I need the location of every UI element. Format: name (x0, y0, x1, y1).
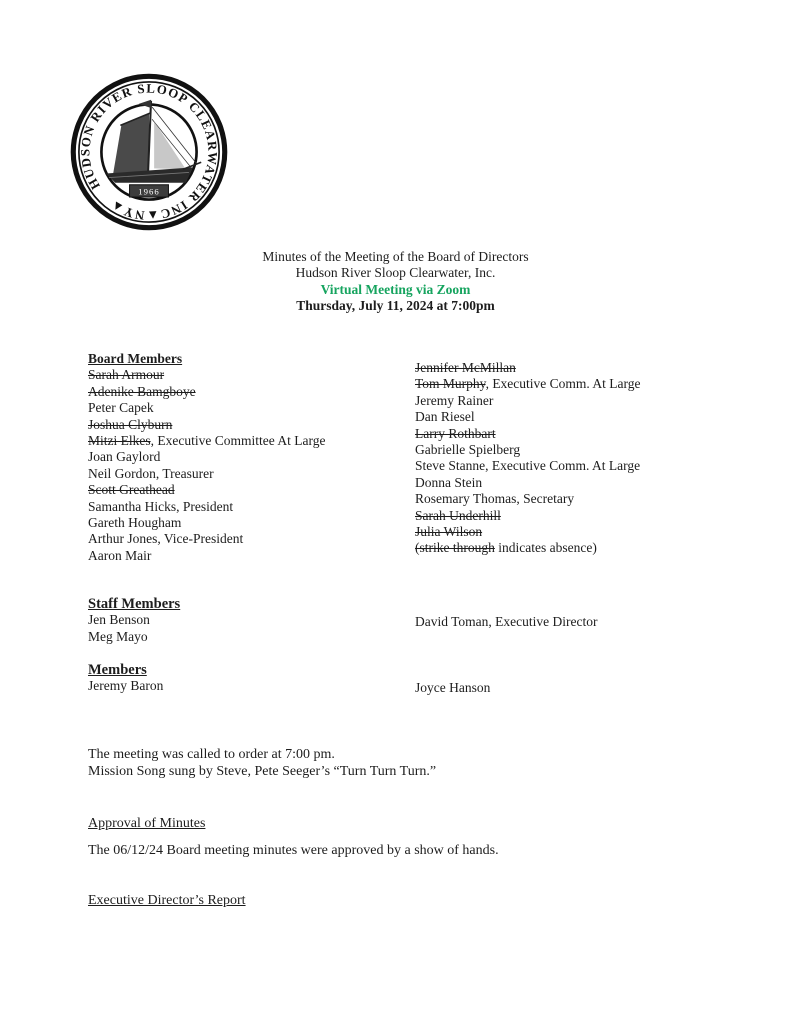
member-name-text: Gareth Hougham (88, 515, 182, 531)
member-name-text: Jeremy Rainer (415, 392, 494, 408)
title-line-minutes: Minutes of the Meeting of the Board of Directors (262, 249, 529, 264)
board-right-column (415, 360, 715, 557)
members-right-rows (415, 680, 715, 696)
executive-directors-report-heading: Executive Director’s Report (88, 893, 246, 908)
member-row (415, 426, 715, 442)
member-name-text: Joan Gaylord (88, 449, 161, 465)
members-heading: Members (88, 662, 147, 678)
seal-year-banner (130, 185, 169, 197)
member-row (415, 393, 715, 409)
absent-member-name: Larry Rothbart (415, 425, 496, 441)
member-row (415, 360, 715, 376)
member-name-text: indicates absence) (494, 540, 597, 556)
title-line-datetime: Thursday, July 11, 2024 at 7:00pm (296, 297, 495, 313)
title-line-virtual-zoom: Virtual Meeting via Zoom (320, 281, 471, 297)
member-name-text: Dan Riesel (415, 409, 475, 425)
board-members-section (88, 351, 718, 564)
member-row (415, 508, 715, 524)
member-name-text: Arthur Jones, Vice-President (88, 531, 244, 547)
member-name-text: Aaron Mair (88, 547, 152, 563)
member-row (415, 540, 715, 556)
member-row: Meg Mayo (88, 628, 148, 644)
member-row (415, 458, 715, 474)
staff-right-column (415, 614, 715, 630)
member-name-text: Samantha Hicks, President (88, 498, 234, 514)
member-row: David Toman, Executive Director (415, 614, 598, 629)
member-row (415, 475, 715, 491)
staff-right-rows (415, 614, 715, 630)
member-row: Jeremy Baron (88, 678, 164, 694)
board-right-rows (415, 360, 715, 557)
member-name-text: , Executive Comm. At Large (485, 376, 641, 392)
member-name-text: Neil Gordon, Treasurer (88, 465, 214, 481)
member-row: Joyce Hanson (415, 680, 491, 695)
document-title-block (0, 249, 791, 314)
seal-year-text: 1966 (138, 186, 160, 197)
approval-of-minutes-text: The 06/12/24 Board meeting minutes were approved by a show of hands. (88, 843, 499, 858)
sloop-boat-icon (106, 100, 201, 183)
staff-members-section (88, 596, 718, 645)
member-row (415, 491, 715, 507)
member-row (415, 524, 715, 540)
absent-member-name: Julia Wilson (415, 524, 483, 540)
approval-of-minutes-heading: Approval of Minutes (88, 816, 206, 831)
absent-member-name: Tom Murphy (415, 376, 486, 392)
member-name-text: Gabrielle Spielberg (415, 442, 521, 458)
staff-members-heading: Staff Members (88, 596, 181, 612)
member-row (415, 376, 715, 392)
members-right-column (415, 680, 715, 696)
clearwater-seal-graphic (62, 72, 236, 232)
member-name-text: Donna Stein (415, 474, 483, 490)
member-name-text: Steve Stanne, Executive Comm. At Large (415, 458, 641, 474)
member-row (415, 409, 715, 425)
absent-member-name: Scott Greathead (88, 482, 175, 498)
seal-ring-text: HUDSON RIVER SLOOP CLEARWATER INC▲NY▲ (78, 81, 220, 223)
mission-song-text: Mission Song sung by Steve, Pete Seeger’s “Turn Turn Turn.” (88, 763, 437, 779)
member-name-text: , Executive Committee At Large (150, 433, 326, 449)
board-members-heading: Board Members (88, 351, 183, 366)
absent-member-name: Joshua Clyburn (88, 416, 173, 432)
absent-member-name: Sarah Armour (88, 367, 165, 383)
call-to-order-text: The meeting was called to order at 7:00 pm. (88, 747, 335, 762)
member-row (415, 442, 715, 458)
organization-logo (62, 72, 236, 232)
member-name-text: Rosemary Thomas, Secretary (415, 491, 575, 507)
member-row: Jen Benson (88, 612, 150, 628)
member-name-text: Peter Capek (88, 400, 154, 416)
absent-member-name: Sarah Underhill (415, 507, 501, 523)
absent-member-name: Mitzi Elkes (88, 433, 151, 449)
members-section (88, 662, 718, 695)
absent-member-name: Adenike Bamgboye (88, 383, 196, 399)
title-line-org: Hudson River Sloop Clearwater, Inc. (295, 265, 496, 281)
absent-member-name: (strike through (415, 540, 495, 556)
opening-paragraphs (88, 747, 436, 781)
absent-member-name: Jennifer McMillan (415, 360, 516, 375)
